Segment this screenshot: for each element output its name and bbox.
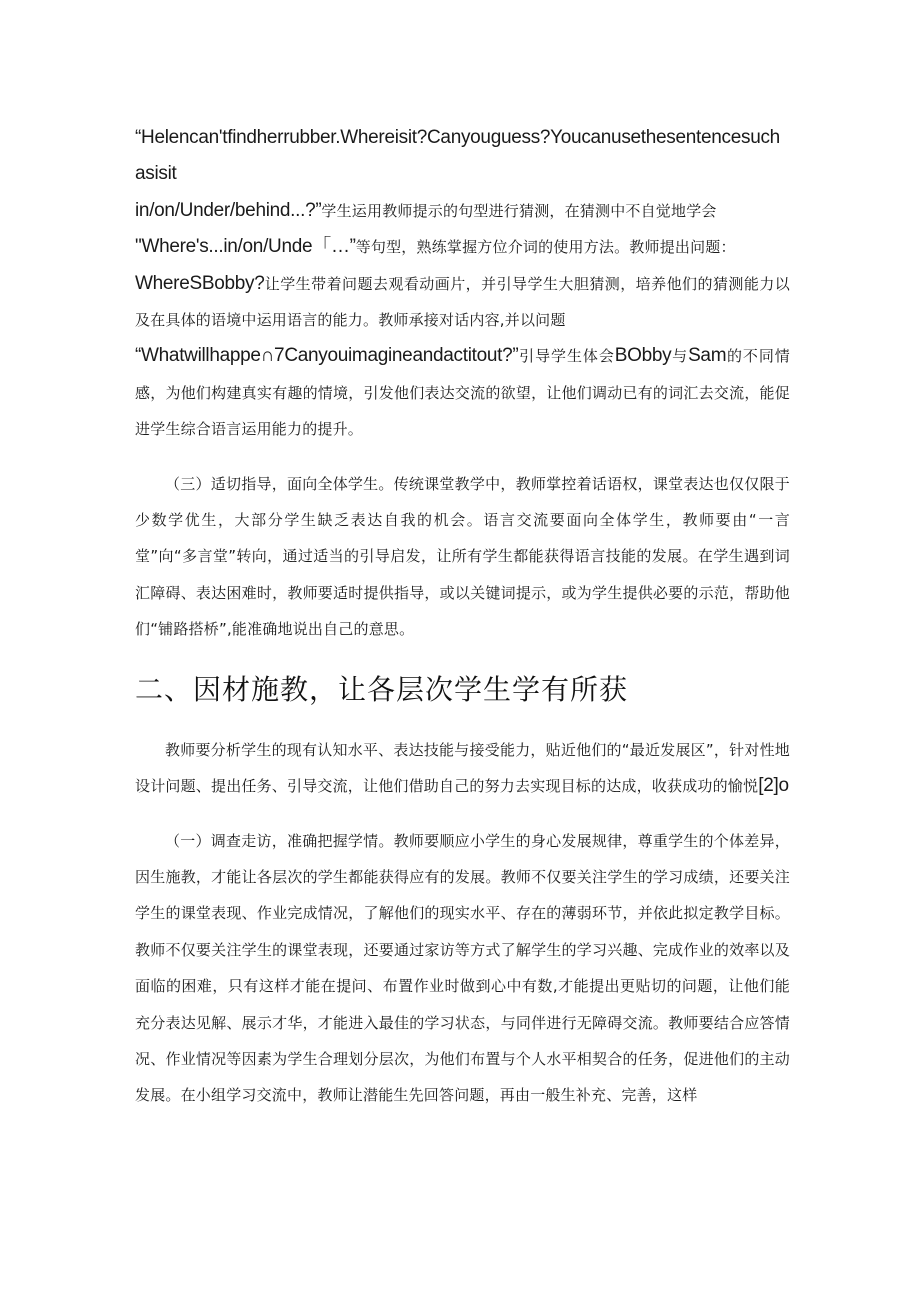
body-text: 的不同情感，为他们构建真实有趣的情境，引发他们表达交流的欲望，让他们调动已有的词汇去交流，能促进学生综合语言运用能力的提升。 [135, 347, 790, 439]
character-name: BObby [614, 345, 672, 367]
section-three-paragraph: （三）适切指导，面向全体学生。传统课堂教学中，教师掌控着话语权，课堂表达也仅仅限于少数学优生，大部分学生缺乏表达自我的机会。语言交流要面向全体学生，教师要由“一言堂”向“多言堂”转向，通过适当的引导启发，让所有学生都能获得语言技能的发展。在学生遇到词汇障碍、表达困难时，教师要适时提供指导，或以关键词提示，或为学生提供必要的示范，帮助他们“铺路搭桥”,能准确地说出自己的意思。 [135, 474, 790, 639]
english-prompt: “Helencan'tfindherrubber.Whereisit?Canyouguess?Youcanusethesentencesuch asisit [135, 127, 780, 185]
body-text: 等句型，熟练掌握方位介词的使用方法。教师提出问题： [355, 238, 736, 257]
body-text: 与 [671, 347, 689, 366]
paragraph-spacer [135, 448, 790, 466]
english-prompt-continued: in/on/Under/behind...?” [135, 199, 322, 221]
english-pattern: "Where's...in/on/Unde「…” [135, 236, 356, 258]
character-name: Sam [688, 345, 727, 367]
body-text: 让学生带着问题去观看动画片，并引导学生大胆猜测，培养他们的猜测能力以及在具体的语境中运用语言的能力。教师承接对话内容,并以问题 [135, 274, 790, 330]
paragraph-spacer [135, 648, 790, 668]
paragraph-spacer [135, 805, 790, 823]
body-text: 学生运用教师提示的句型进行猜测，在猜测中不自觉地学会 [321, 201, 717, 220]
english-question: “Whatwillhappe∩7Canyouimagineandactitout?” [135, 345, 519, 367]
body-text: 教师要分析学生的现有认知水平、表达技能与接受能力，贴近他们的“最近发展区”，针对性地设计问题、提出任务、引导交流，让他们借助自己的努力去实现目标的达成，收获成功的愉悦 [135, 740, 790, 796]
paragraph-spacer [135, 712, 790, 732]
dialogue-paragraph [135, 120, 790, 448]
section-heading: 二、因材施教，让各层次学生学有所获 [135, 672, 629, 706]
citation-ref: [2]o [758, 775, 789, 797]
section-one-paragraph: （一）调查走访，准确把握学情。教师要顺应小学生的身心发展规律，尊重学生的个体差异，因生施教，才能让各层次的学生都能获得应有的发展。教师不仅要关注学生的学习成绩，还要关注学生的课堂表现、作业完成情况，了解他们的现实水平、存在的薄弱环节，并依此拟定教学目标。教师不仅要关注学生的课堂表现，还要通过家访等方式了解学生的学习兴趣、完成作业的效率以及面临的困难，只有这样才能在提问、布置作业时做到心中有数,才能提出更贴切的问题，让他们能充分表达见解、展示才华，才能进入最佳的学习状态，与同伴进行无障碍交流。教师要结合应答情况、作业情况等因素为学生合理划分层次，为他们布置与个人水平相契合的任务，促进他们的主动发展。在小组学习交流中，教师让潜能生先回答问题，再由一般生补充、完善，这样 [135, 831, 790, 1105]
english-question: WhereSBobby? [135, 272, 265, 294]
section-intro-paragraph [135, 732, 790, 805]
document-body [135, 120, 790, 1114]
body-text: 引导学生体会 [518, 347, 615, 366]
